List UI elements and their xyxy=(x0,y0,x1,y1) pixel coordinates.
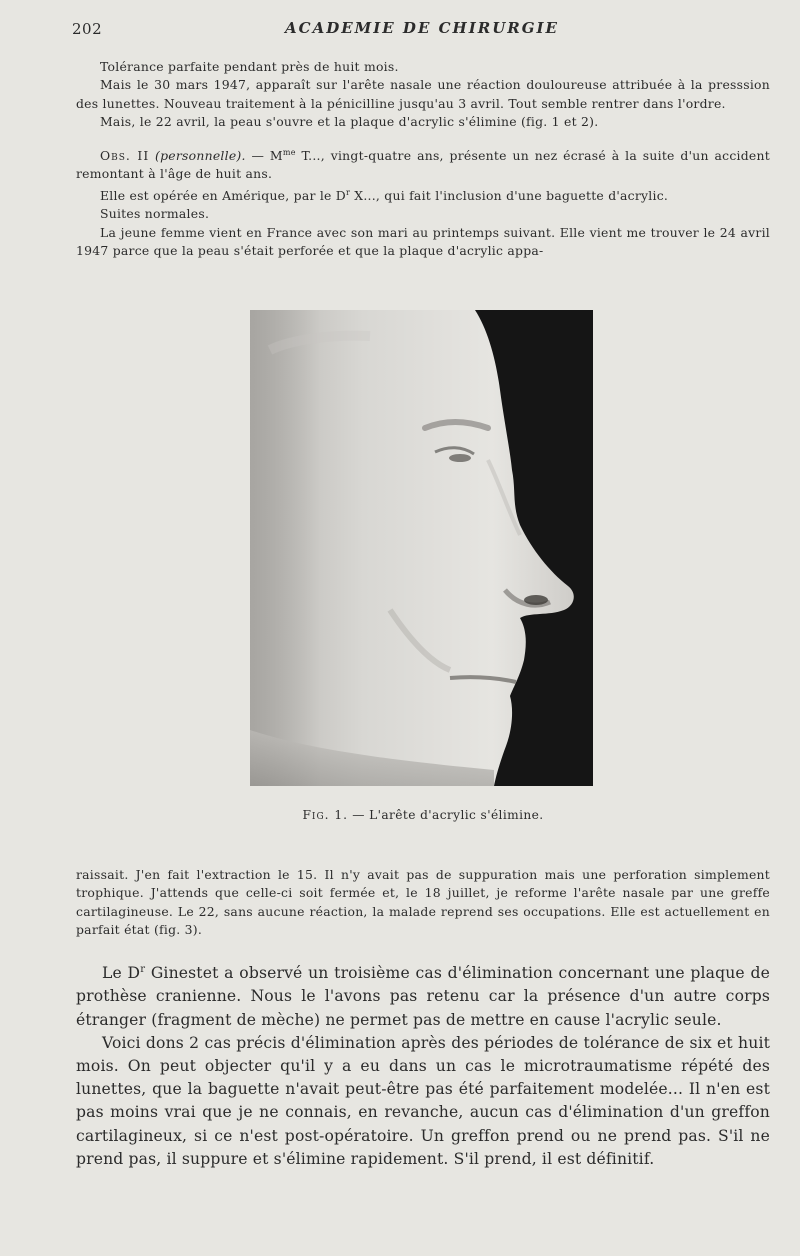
running-title: ACADEMIE DE CHIRURGIE xyxy=(285,19,559,37)
profile-photo xyxy=(250,310,593,786)
paragraph: Mais, le 22 avril, la peau s'ouvre et la plaque d'acrylic s'élimine (fig. 1 et 2). xyxy=(100,114,599,130)
obs-superscript: me xyxy=(282,147,296,157)
observation-text-continued xyxy=(76,866,770,940)
obs-qualifier: (personnelle). xyxy=(155,147,246,163)
text-span: Elle est opérée en Amérique, par le D xyxy=(100,187,346,203)
obs-dash: — M xyxy=(245,147,283,163)
observation-text-top xyxy=(76,58,770,260)
observation-heading-paragraph xyxy=(76,144,770,184)
paragraph: Mais le 30 mars 1947, apparaît sur l'arête nasale une réaction douloureuse attribuée à la presssion des lunettes. Nouveau traitement à la pénicilline jusqu'au 3 avril. Tout semble rentrer dans l'ordre. xyxy=(76,77,770,111)
superscript: r xyxy=(346,187,351,197)
superscript: r xyxy=(140,964,146,975)
text-span: Le D xyxy=(102,964,141,983)
text-span: Ginestet a observé un troisième cas d'élimination concernant une plaque de prothèse cranienne. Nous le l'avons pas retenu car la présence d'un autre corps étranger (fragment de mèche) ne permet pas de mettre en cause l'acrylic seule. xyxy=(76,964,770,1029)
figure-caption xyxy=(76,808,770,822)
figure-photograph xyxy=(250,310,593,786)
page-number: 202 xyxy=(72,20,103,38)
caption-label: Fig. 1. xyxy=(302,808,349,822)
paragraph: Voici dons 2 cas précis d'élimination après des périodes de tolérance de six et huit mois. On peut objecter qu'il y a eu dans un cas le microtraumatisme répété des lunettes, que la baguette n'avait peut-être pas été parfaitement modelée... Il n'en est pas moins vrai que je ne connais, en revanche, aucun cas d'élimination d'un greffon cartilagineux, si ce n'est post-opératoire. Un greffon prend ou ne prend pas. S'il ne prend pas, il suppure et s'élimine rapidement. S'il prend, il est définitif. xyxy=(76,1033,770,1168)
obs-label: Obs. II xyxy=(100,147,150,163)
paragraph: raissait. J'en fait l'extraction le 15. Il n'y avait pas de suppuration mais une perforation simplement trophique. J'attends que celle-ci soit fermée et, le 18 juillet, je reforme l'arête nasale par une greffe cartilagineuse. Le 22, sans aucune réaction, la malade reprend ses occupations. Elle est actuellement en parfait état (fig. 3). xyxy=(76,867,770,938)
paragraph xyxy=(76,184,770,206)
paragraph: Suites normales. xyxy=(100,206,210,222)
paragraph: La jeune femme vient en France avec son mari au printemps suivant. Elle vient me trouver le 24 avril 1947 parce que la peau s'était perforée et que la plaque d'acrylic appa- xyxy=(76,224,770,258)
page-header xyxy=(72,18,772,42)
obs-rest: T..., vingt-quatre ans, présente un nez écrasé à la suite d'un accident remontant à l'âge de huit ans. xyxy=(76,147,770,182)
text-span: X..., qui fait l'inclusion d'une baguette d'acrylic. xyxy=(350,187,669,203)
main-body-text xyxy=(76,958,770,1171)
paragraph: Tolérance parfaite pendant près de huit mois. xyxy=(100,59,399,74)
paragraph xyxy=(76,958,770,1032)
caption-text: — L'arête d'acrylic s'élimine. xyxy=(348,808,544,822)
